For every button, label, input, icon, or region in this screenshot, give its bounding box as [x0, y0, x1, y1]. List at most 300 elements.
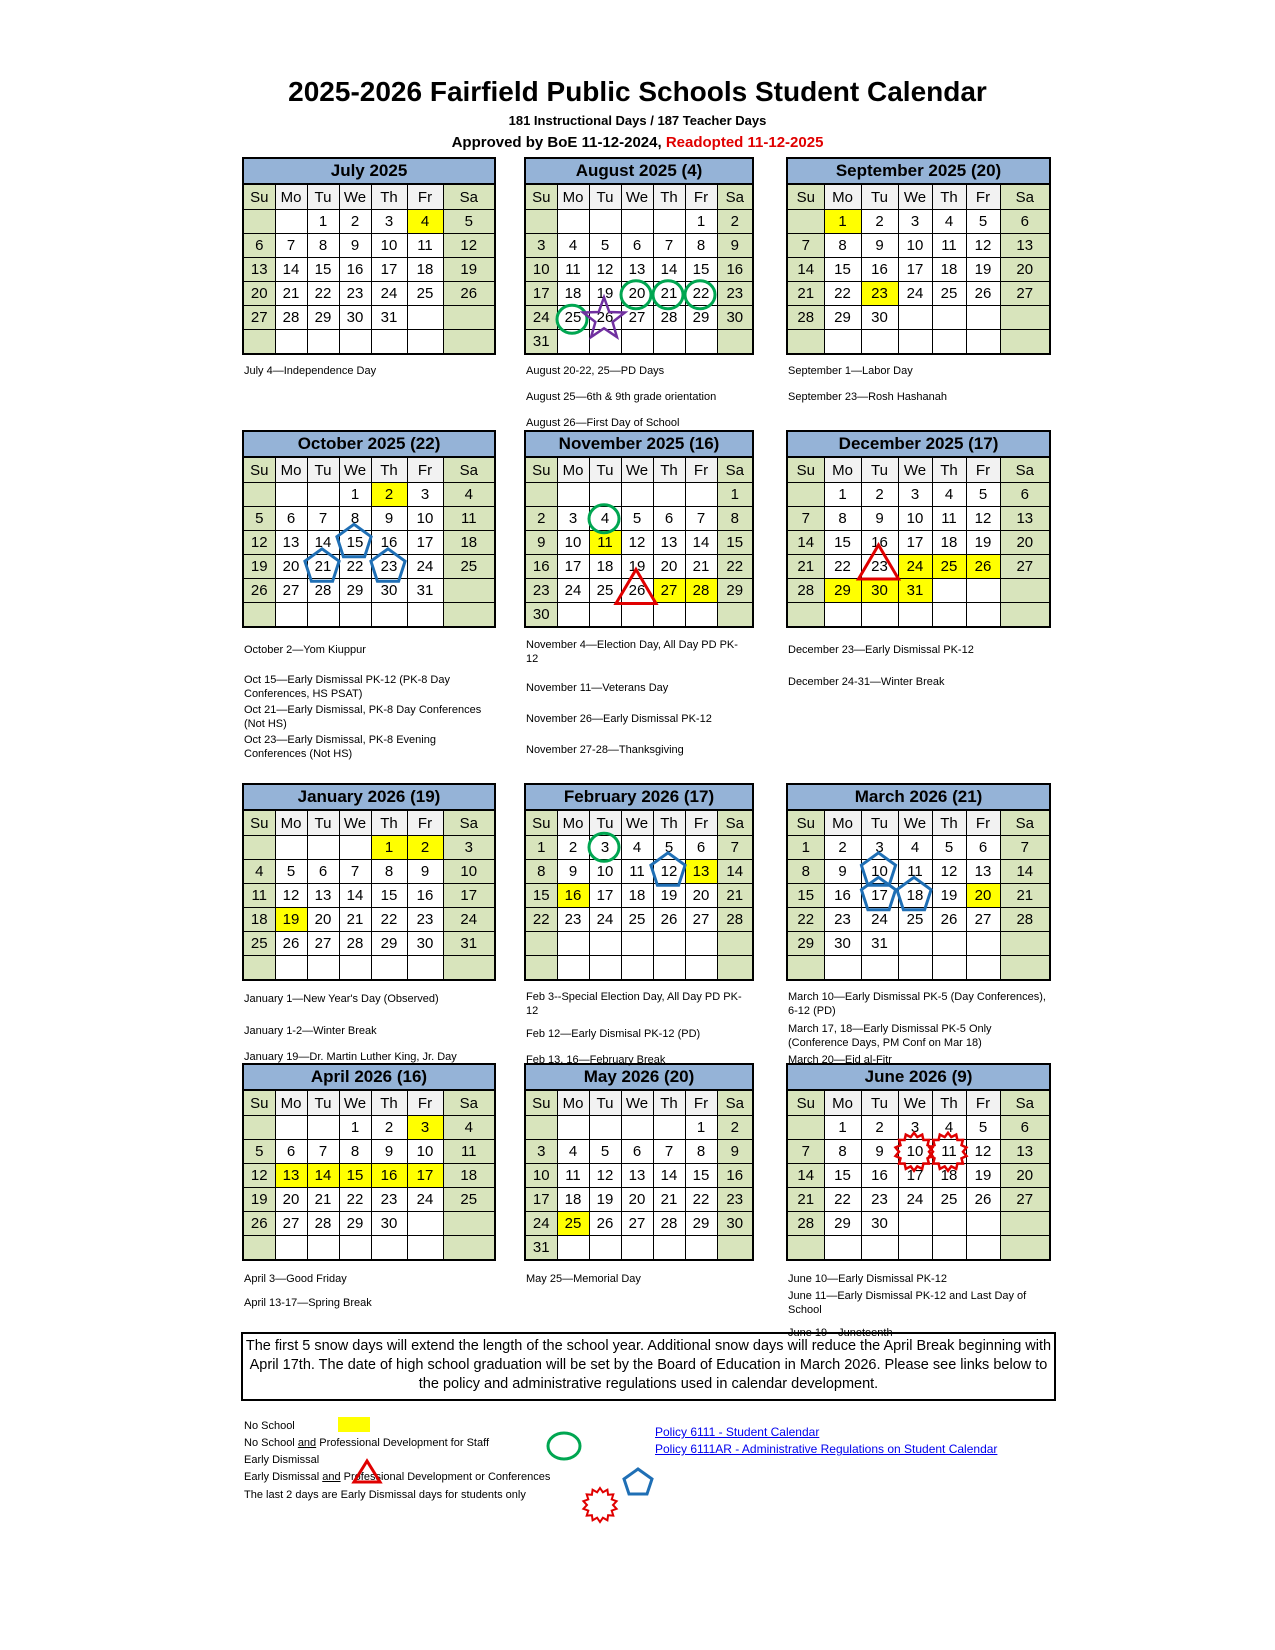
calendar-day: 16 — [717, 1164, 753, 1188]
day-of-week-header: Fr — [966, 457, 1000, 483]
calendar-day: 18 — [443, 1164, 495, 1188]
calendar-day: 15 — [717, 531, 753, 555]
calendar-day: 6 — [966, 836, 1000, 860]
calendar-empty-cell — [339, 330, 371, 355]
day-of-week-header: Su — [525, 810, 557, 836]
calendar-empty-cell — [621, 210, 653, 234]
calendar-day: 14 — [787, 531, 824, 555]
calendar-day: 27 — [653, 579, 685, 603]
legend-no-school-label: No School — [244, 1420, 295, 1432]
calendar-empty-cell — [932, 932, 966, 956]
month-note: December 24-31—Winter Break — [788, 676, 945, 688]
calendar-empty-cell — [275, 210, 307, 234]
calendar-day: 18 — [621, 884, 653, 908]
day-of-week-header: Su — [787, 810, 824, 836]
legend-red-starburst-icon — [583, 1488, 616, 1522]
calendar-day: 21 — [339, 908, 371, 932]
calendar-day: 25 — [407, 282, 443, 306]
calendar-empty-cell — [685, 932, 717, 956]
calendar-day: 30 — [371, 1212, 407, 1236]
day-of-week-header: Sa — [1000, 184, 1050, 210]
calendar-day: 20 — [621, 282, 653, 306]
day-of-week-header: Su — [243, 184, 275, 210]
calendar-empty-cell — [557, 1236, 589, 1261]
calendar-day: 23 — [824, 908, 861, 932]
day-of-week-header: Sa — [443, 1090, 495, 1116]
calendar-day: 1 — [371, 836, 407, 860]
calendar-empty-cell — [371, 330, 407, 355]
calendar-empty-cell — [898, 932, 932, 956]
calendar-empty-cell — [407, 1236, 443, 1261]
month-note: January 1—New Year's Day (Observed) — [244, 993, 439, 1005]
calendar-day: 6 — [621, 1140, 653, 1164]
calendar-empty-cell — [787, 956, 824, 981]
calendar-day: 13 — [307, 884, 339, 908]
day-of-week-header: Fr — [685, 1090, 717, 1116]
calendar-empty-cell — [898, 1236, 932, 1261]
calendar-empty-cell — [966, 306, 1000, 330]
calendar-day: 20 — [685, 884, 717, 908]
calendar-day: 24 — [525, 1212, 557, 1236]
month-note: August 20-22, 25—PD Days — [526, 365, 665, 377]
day-of-week-header: Su — [243, 810, 275, 836]
month-calendar — [786, 157, 1051, 355]
day-of-week-header: Tu — [307, 184, 339, 210]
calendar-empty-cell — [932, 330, 966, 355]
calendar-day: 17 — [525, 1188, 557, 1212]
day-of-week-header: Th — [932, 457, 966, 483]
day-of-week-header: Mo — [557, 810, 589, 836]
calendar-day: 27 — [621, 306, 653, 330]
calendar-day: 12 — [243, 1164, 275, 1188]
day-of-week-header: Th — [371, 810, 407, 836]
calendar-day: 9 — [407, 860, 443, 884]
calendar-empty-cell — [589, 956, 621, 981]
day-of-week-header: Th — [653, 457, 685, 483]
calendar-day: 5 — [275, 860, 307, 884]
calendar-day: 29 — [307, 306, 339, 330]
calendar-empty-cell — [589, 1236, 621, 1261]
calendar-day: 1 — [824, 210, 861, 234]
calendar-day: 28 — [653, 1212, 685, 1236]
day-of-week-header: Sa — [443, 184, 495, 210]
calendar-day: 25 — [557, 1212, 589, 1236]
calendar-empty-cell — [307, 483, 339, 507]
calendar-empty-cell — [1000, 579, 1050, 603]
day-of-week-header: Tu — [307, 810, 339, 836]
month-title: April 2026 (16) — [243, 1064, 495, 1090]
calendar-empty-cell — [932, 306, 966, 330]
calendar-day: 30 — [717, 306, 753, 330]
calendar-empty-cell — [932, 1236, 966, 1261]
day-of-week-header: Mo — [557, 457, 589, 483]
calendar-day: 8 — [307, 234, 339, 258]
day-of-week-header: We — [621, 457, 653, 483]
calendar-day: 28 — [787, 579, 824, 603]
calendar-empty-cell — [407, 1212, 443, 1236]
day-of-week-header: Fr — [966, 810, 1000, 836]
calendar-day: 6 — [275, 1140, 307, 1164]
calendar-day: 29 — [717, 579, 753, 603]
calendar-day: 11 — [443, 1140, 495, 1164]
calendar-day: 12 — [966, 1140, 1000, 1164]
month-calendar — [524, 157, 754, 355]
calendar-day: 28 — [653, 306, 685, 330]
day-of-week-header: Fr — [685, 457, 717, 483]
calendar-day: 5 — [966, 483, 1000, 507]
calendar-day: 21 — [787, 1188, 824, 1212]
calendar-day: 19 — [243, 1188, 275, 1212]
calendar-day: 9 — [557, 860, 589, 884]
calendar-day: 7 — [787, 507, 824, 531]
month-note: November 4—Election Day, All Day PD PK-12 — [526, 639, 738, 665]
legend-no-school-pd-and: and — [297, 1437, 317, 1449]
calendar-day: 10 — [557, 531, 589, 555]
calendar-day: 29 — [824, 1212, 861, 1236]
calendar-day: 30 — [861, 579, 898, 603]
calendar-empty-cell — [407, 330, 443, 355]
calendar-empty-cell — [443, 330, 495, 355]
month-title: June 2026 (9) — [787, 1064, 1050, 1090]
calendar-empty-cell — [307, 956, 339, 981]
calendar-day: 3 — [407, 1116, 443, 1140]
calendar-day: 14 — [717, 860, 753, 884]
calendar-day: 12 — [589, 258, 621, 282]
calendar-day: 11 — [243, 884, 275, 908]
month-note: January 19—Dr. Martin Luther King, Jr. Day — [244, 1051, 457, 1063]
calendar-empty-cell — [787, 1236, 824, 1261]
month-note: September 1—Labor Day — [788, 365, 913, 377]
calendar-day: 23 — [371, 555, 407, 579]
calendar-day: 17 — [443, 884, 495, 908]
month-note: Oct 23—Early Dismissal, PK-8 Evening Conferences (Not HS) — [244, 734, 436, 760]
calendar-day: 13 — [621, 1164, 653, 1188]
calendar-empty-cell — [898, 306, 932, 330]
calendar-empty-cell — [589, 483, 621, 507]
month-note: March 17, 18—Early Dismissal PK-5 Only (Conference Days, PM Conf on Mar 18) — [788, 1023, 992, 1049]
calendar-empty-cell — [1000, 932, 1050, 956]
calendar-day: 31 — [407, 579, 443, 603]
calendar-day: 27 — [1000, 1188, 1050, 1212]
calendar-empty-cell — [653, 603, 685, 628]
calendar-day: 5 — [443, 210, 495, 234]
month-note: Oct 21—Early Dismissal, PK-8 Day Conferences (Not HS) — [244, 704, 482, 730]
calendar-day: 8 — [685, 234, 717, 258]
calendar-day: 10 — [525, 1164, 557, 1188]
calendar-day: 28 — [685, 579, 717, 603]
calendar-day: 19 — [653, 884, 685, 908]
calendar-day: 29 — [685, 306, 717, 330]
calendar-empty-cell — [525, 1116, 557, 1140]
month-title: September 2025 (20) — [787, 158, 1050, 184]
policy-6111-link[interactable]: Policy 6111 - Student Calendar — [655, 1425, 820, 1439]
calendar-empty-cell — [824, 603, 861, 628]
month-note: Feb 3--Special Election Day, All Day PD PK-12 — [526, 991, 742, 1017]
calendar-day: 15 — [339, 531, 371, 555]
calendar-empty-cell — [443, 956, 495, 981]
calendar-day: 16 — [861, 531, 898, 555]
calendar-empty-cell — [621, 483, 653, 507]
month-note: July 4—Independence Day — [244, 365, 377, 377]
day-of-week-header: Tu — [589, 184, 621, 210]
calendar-day: 3 — [898, 210, 932, 234]
day-of-week-header: Mo — [824, 1090, 861, 1116]
calendar-day: 14 — [307, 1164, 339, 1188]
calendar-day: 21 — [307, 555, 339, 579]
calendar-day: 17 — [861, 884, 898, 908]
calendar-day: 18 — [932, 258, 966, 282]
calendar-day: 18 — [407, 258, 443, 282]
calendar-day: 21 — [787, 282, 824, 306]
calendar-empty-cell — [717, 603, 753, 628]
day-of-week-header: We — [621, 810, 653, 836]
calendar-day: 21 — [275, 282, 307, 306]
calendar-day: 15 — [787, 884, 824, 908]
approval-line — [0, 134, 1275, 151]
calendar-day: 18 — [932, 1164, 966, 1188]
calendar-day: 24 — [557, 579, 589, 603]
calendar-day: 15 — [339, 1164, 371, 1188]
calendar-day: 2 — [861, 483, 898, 507]
legend-ed-pd-post: Professional Development or Conferences — [340, 1471, 551, 1483]
calendar-empty-cell — [653, 1116, 685, 1140]
calendar-day: 16 — [371, 1164, 407, 1188]
day-of-week-header: Sa — [443, 457, 495, 483]
calendar-day: 6 — [307, 860, 339, 884]
calendar-day: 30 — [861, 306, 898, 330]
day-of-week-header: Su — [525, 1090, 557, 1116]
day-of-week-header: Mo — [824, 457, 861, 483]
calendar-empty-cell — [621, 932, 653, 956]
calendar-day: 19 — [932, 884, 966, 908]
calendar-day: 14 — [685, 531, 717, 555]
day-of-week-header: Tu — [589, 1090, 621, 1116]
month-title: February 2026 (17) — [525, 784, 753, 810]
calendar-day: 23 — [407, 908, 443, 932]
day-of-week-header: Fr — [685, 184, 717, 210]
calendar-day: 31 — [525, 1236, 557, 1261]
calendar-empty-cell — [275, 836, 307, 860]
day-of-week-header: Mo — [275, 810, 307, 836]
calendar-day: 7 — [787, 234, 824, 258]
calendar-day: 26 — [589, 306, 621, 330]
day-of-week-header: Th — [932, 810, 966, 836]
day-of-week-header: Fr — [966, 184, 1000, 210]
calendar-empty-cell — [307, 836, 339, 860]
calendar-day: 6 — [1000, 210, 1050, 234]
calendar-empty-cell — [557, 603, 589, 628]
calendar-day: 10 — [407, 507, 443, 531]
month-note: Oct 15—Early Dismissal PK-12 (PK-8 Day Conferences, HS PSAT) — [244, 674, 450, 700]
calendar-day: 24 — [589, 908, 621, 932]
calendar-empty-cell — [307, 1116, 339, 1140]
calendar-empty-cell — [717, 932, 753, 956]
calendar-day: 4 — [443, 1116, 495, 1140]
month-note: May 25—Memorial Day — [526, 1273, 641, 1285]
calendar-day: 8 — [339, 1140, 371, 1164]
calendar-day: 10 — [589, 860, 621, 884]
calendar-day: 8 — [717, 507, 753, 531]
calendar-day: 26 — [443, 282, 495, 306]
month-note: April 13-17—Spring Break — [244, 1297, 372, 1309]
calendar-day: 1 — [787, 836, 824, 860]
calendar-empty-cell — [371, 1236, 407, 1261]
calendar-day: 26 — [243, 1212, 275, 1236]
calendar-day: 1 — [307, 210, 339, 234]
month-note: June 11—Early Dismissal PK-12 and Last Day of School — [788, 1290, 1027, 1316]
calendar-empty-cell — [243, 1236, 275, 1261]
calendar-day: 1 — [824, 483, 861, 507]
calendar-day: 15 — [824, 531, 861, 555]
month-title: March 2026 (21) — [787, 784, 1050, 810]
day-of-week-header: Su — [243, 457, 275, 483]
calendar-day: 26 — [653, 908, 685, 932]
calendar-day: 4 — [443, 483, 495, 507]
month-calendar — [524, 1063, 754, 1261]
day-of-week-header: We — [339, 810, 371, 836]
calendar-day: 24 — [898, 282, 932, 306]
calendar-day: 24 — [371, 282, 407, 306]
month-note: November 26—Early Dismissal PK-12 — [526, 713, 712, 725]
calendar-day: 4 — [932, 210, 966, 234]
calendar-empty-cell — [557, 483, 589, 507]
calendar-day: 11 — [557, 1164, 589, 1188]
calendar-day: 18 — [243, 908, 275, 932]
calendar-day: 3 — [525, 1140, 557, 1164]
calendar-empty-cell — [685, 330, 717, 355]
calendar-day: 15 — [307, 258, 339, 282]
day-of-week-header: We — [621, 1090, 653, 1116]
calendar-day: 28 — [307, 579, 339, 603]
calendar-day: 12 — [966, 507, 1000, 531]
calendar-empty-cell — [557, 956, 589, 981]
month-note: November 11—Veterans Day — [526, 682, 669, 694]
calendar-day: 16 — [557, 884, 589, 908]
day-of-week-header: We — [621, 184, 653, 210]
calendar-empty-cell — [339, 836, 371, 860]
calendar-day: 11 — [589, 531, 621, 555]
day-of-week-header: Tu — [861, 184, 898, 210]
day-of-week-header: We — [898, 810, 932, 836]
calendar-day: 29 — [371, 932, 407, 956]
calendar-empty-cell — [275, 603, 307, 628]
calendar-day: 30 — [824, 932, 861, 956]
day-of-week-header: Sa — [1000, 810, 1050, 836]
calendar-day: 27 — [275, 1212, 307, 1236]
calendar-day: 9 — [371, 1140, 407, 1164]
calendar-empty-cell — [1000, 330, 1050, 355]
calendar-day: 10 — [861, 860, 898, 884]
day-of-week-header: Sa — [717, 457, 753, 483]
calendar-day: 22 — [824, 1188, 861, 1212]
calendar-empty-cell — [653, 1236, 685, 1261]
calendar-empty-cell — [589, 603, 621, 628]
calendar-day: 12 — [443, 234, 495, 258]
calendar-day: 3 — [861, 836, 898, 860]
page-subtitle: 181 Instructional Days / 187 Teacher Days — [508, 113, 767, 128]
calendar-day: 11 — [932, 507, 966, 531]
calendar-day: 23 — [339, 282, 371, 306]
calendar-empty-cell — [407, 603, 443, 628]
calendar-day: 12 — [932, 860, 966, 884]
month-calendar — [786, 1063, 1051, 1261]
calendar-empty-cell — [898, 330, 932, 355]
calendar-day: 6 — [621, 234, 653, 258]
calendar-day: 7 — [275, 234, 307, 258]
calendar-day: 12 — [653, 860, 685, 884]
calendar-day: 10 — [898, 234, 932, 258]
calendar-day: 29 — [824, 306, 861, 330]
month-note: August 26—First Day of School — [526, 417, 680, 429]
calendar-empty-cell — [307, 603, 339, 628]
calendar-day: 4 — [243, 860, 275, 884]
month-note: June 10—Early Dismissal PK-12 — [788, 1273, 947, 1285]
calendar-day: 13 — [1000, 1140, 1050, 1164]
day-of-week-header: We — [898, 1090, 932, 1116]
calendar-day: 19 — [275, 908, 307, 932]
month-note: April 3—Good Friday — [244, 1273, 347, 1285]
calendar-day: 7 — [339, 860, 371, 884]
month-calendar — [242, 430, 496, 628]
calendar-day: 20 — [243, 282, 275, 306]
calendar-day: 9 — [717, 234, 753, 258]
calendar-empty-cell — [966, 579, 1000, 603]
calendar-day: 25 — [898, 908, 932, 932]
day-of-week-header: Tu — [589, 810, 621, 836]
month-note: September 23—Rosh Hashanah — [788, 391, 947, 403]
calendar-day: 20 — [307, 908, 339, 932]
legend-no-school-pd-post: Professional Development for Staff — [316, 1437, 490, 1449]
day-of-week-header: Sa — [1000, 1090, 1050, 1116]
calendar-day: 4 — [589, 507, 621, 531]
calendar-empty-cell — [407, 306, 443, 330]
calendar-empty-cell — [621, 330, 653, 355]
calendar-empty-cell — [824, 330, 861, 355]
calendar-day: 17 — [407, 1164, 443, 1188]
calendar-empty-cell — [717, 330, 753, 355]
calendar-empty-cell — [966, 1236, 1000, 1261]
month-note: March 10—Early Dismissal PK-5 (Day Conferences), 6-12 (PD) — [788, 991, 1046, 1017]
calendar-day: 3 — [407, 483, 443, 507]
month-title: May 2026 (20) — [525, 1064, 753, 1090]
calendar-day: 8 — [525, 860, 557, 884]
calendar-empty-cell — [243, 330, 275, 355]
calendar-day: 18 — [898, 884, 932, 908]
calendar-empty-cell — [717, 956, 753, 981]
day-of-week-header: Mo — [275, 457, 307, 483]
calendar-day: 22 — [339, 555, 371, 579]
calendar-day: 2 — [525, 507, 557, 531]
calendar-empty-cell — [557, 330, 589, 355]
calendar-day: 11 — [932, 234, 966, 258]
calendar-day: 2 — [861, 210, 898, 234]
calendar-day: 16 — [824, 884, 861, 908]
month-note: August 25—6th & 9th grade orientation — [526, 391, 717, 403]
legend-early-dismissal-label: Early Dismissal — [244, 1454, 320, 1466]
month-note: Feb 12—Early Dismisal PK-12 (PD) — [526, 1028, 701, 1040]
calendar-day: 6 — [1000, 1116, 1050, 1140]
calendar-day: 6 — [685, 836, 717, 860]
calendar-day: 16 — [717, 258, 753, 282]
calendar-day: 25 — [243, 932, 275, 956]
policy-6111ar-link[interactable]: Policy 6111AR - Administrative Regulations on Student Calendar — [655, 1442, 998, 1456]
calendar-day: 25 — [557, 306, 589, 330]
month-calendar — [524, 430, 754, 628]
calendar-day: 14 — [653, 258, 685, 282]
calendar-day: 26 — [275, 932, 307, 956]
calendar-empty-cell — [443, 1212, 495, 1236]
calendar-day: 1 — [339, 483, 371, 507]
